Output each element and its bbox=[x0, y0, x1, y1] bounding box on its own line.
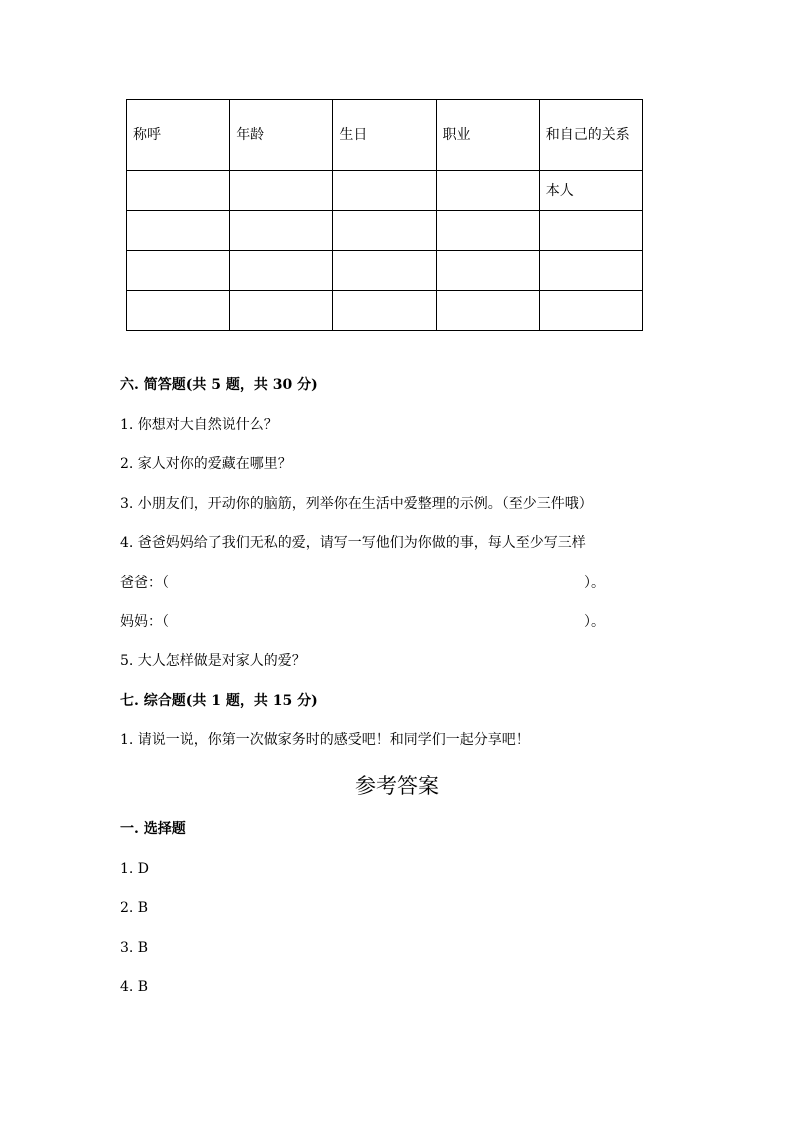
table-row bbox=[127, 211, 643, 251]
table-cell bbox=[436, 211, 539, 251]
question-item: 5. 大人怎样做是对家人的爱？ bbox=[120, 653, 306, 669]
table-cell bbox=[539, 251, 642, 291]
fill-blank-mom-label: 妈妈：（ bbox=[120, 614, 169, 630]
table-cell bbox=[230, 251, 333, 291]
question-item: 4. 爸爸妈妈给了我们无私的爱，请写一写他们为你做的事，每人至少写三样 bbox=[120, 535, 586, 551]
table-row bbox=[127, 251, 643, 291]
table-cell bbox=[333, 171, 436, 211]
table-header-row bbox=[127, 100, 643, 171]
table-cell bbox=[333, 291, 436, 331]
table-cell bbox=[539, 211, 642, 251]
question-item: 2. 家人对你的爱藏在哪里？ bbox=[120, 456, 292, 472]
table-cell bbox=[436, 291, 539, 331]
table-cell: 本人 bbox=[539, 171, 642, 211]
question-item: 3. 小朋友们，开动你的脑筋，列举你在生活中爱整理的示例。（至少三件哦） bbox=[120, 496, 593, 512]
table-header-cell: 职业 bbox=[436, 100, 539, 171]
table-cell bbox=[333, 251, 436, 291]
table-header-cell: 生日 bbox=[333, 100, 436, 171]
answer-item: 4. B bbox=[120, 979, 149, 995]
table-header-cell: 年龄 bbox=[230, 100, 333, 171]
table-cell bbox=[333, 211, 436, 251]
table-row bbox=[127, 291, 643, 331]
section-heading-comprehensive: 七. 综合题(共 1 题，共 15 分) bbox=[120, 693, 318, 709]
table-cell bbox=[127, 171, 230, 211]
fill-blank-dad-close: ）。 bbox=[584, 575, 605, 591]
table-cell bbox=[436, 251, 539, 291]
question-item: 1. 你想对大自然说什么？ bbox=[120, 417, 278, 433]
table-cell bbox=[127, 211, 230, 251]
fill-blank-mom-close: ）。 bbox=[584, 614, 605, 630]
family-info-table bbox=[126, 99, 643, 331]
table-cell bbox=[230, 211, 333, 251]
question-item: 1. 请说一说，你第一次做家务时的感受吧！和同学们一起分享吧！ bbox=[120, 732, 530, 748]
table-cell bbox=[436, 171, 539, 211]
table-cell bbox=[127, 251, 230, 291]
table-cell bbox=[230, 171, 333, 211]
table-header-cell: 称呼 bbox=[127, 100, 230, 171]
table-cell bbox=[127, 291, 230, 331]
table-cell bbox=[230, 291, 333, 331]
section-heading-short-answer: 六. 简答题(共 5 题，共 30 分) bbox=[120, 377, 318, 393]
answer-key-title: 参考答案 bbox=[355, 774, 439, 798]
answer-item: 2. B bbox=[120, 900, 149, 916]
answer-item: 1. D bbox=[120, 861, 150, 877]
answer-section-heading: 一. 选择题 bbox=[120, 821, 186, 837]
answer-item: 3. B bbox=[120, 940, 149, 956]
fill-blank-dad-label: 爸爸：（ bbox=[120, 575, 169, 591]
table-cell bbox=[539, 291, 642, 331]
table-header-cell: 和自己的关系 bbox=[539, 100, 642, 171]
table-row bbox=[127, 171, 643, 211]
